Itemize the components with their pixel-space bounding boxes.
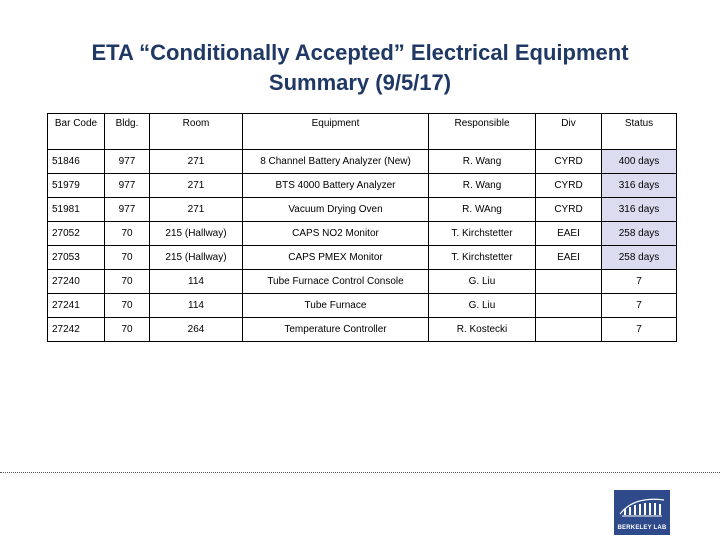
cell-responsible: G. Liu [429, 270, 536, 294]
cell-status: 316 days [602, 198, 677, 222]
cell-div: CYRD [536, 150, 602, 174]
cell-equipment: Vacuum Drying Oven [243, 198, 429, 222]
cell-room: 114 [150, 294, 243, 318]
cell-room: 114 [150, 270, 243, 294]
cell-div [536, 318, 602, 342]
cell-equipment: Tube Furnace Control Console [243, 270, 429, 294]
cell-status: 258 days [602, 246, 677, 270]
cell-bldg: 977 [105, 150, 150, 174]
header-status: Status [602, 114, 677, 150]
cell-responsible: T. Kirchstetter [429, 246, 536, 270]
cell-bar-code: 27240 [48, 270, 105, 294]
cell-status: 7 [602, 270, 677, 294]
cell-responsible: T. Kirchstetter [429, 222, 536, 246]
cell-status: 7 [602, 294, 677, 318]
header-bldg: Bldg. [105, 114, 150, 150]
page-title-line-1: ETA “Conditionally Accepted” Electrical Equipment [91, 40, 629, 65]
berkeley-lab-logo-icon [614, 490, 670, 524]
cell-equipment: 8 Channel Battery Analyzer (New) [243, 150, 429, 174]
cell-room: 215 (Hallway) [150, 222, 243, 246]
cell-bldg: 977 [105, 198, 150, 222]
cell-div [536, 270, 602, 294]
header-bar-code: Bar Code [48, 114, 105, 150]
cell-status: 316 days [602, 174, 677, 198]
cell-equipment: CAPS PMEX Monitor [243, 246, 429, 270]
cell-equipment: Temperature Controller [243, 318, 429, 342]
berkeley-lab-logo [614, 490, 670, 535]
cell-status: 7 [602, 318, 677, 342]
cell-bldg: 70 [105, 318, 150, 342]
cell-responsible: R. Kostecki [429, 318, 536, 342]
cell-equipment: Tube Furnace [243, 294, 429, 318]
cell-room: 271 [150, 174, 243, 198]
cell-bar-code: 27242 [48, 318, 105, 342]
cell-div: EAEI [536, 222, 602, 246]
header-equipment: Equipment [243, 114, 429, 150]
page-title-line-2: Summary (9/5/17) [268, 70, 452, 95]
cell-bar-code: 51846 [48, 150, 105, 174]
cell-bldg: 70 [105, 222, 150, 246]
cell-bar-code: 27052 [48, 222, 105, 246]
cell-bar-code: 27053 [48, 246, 105, 270]
table-header-row [48, 114, 677, 150]
cell-equipment: BTS 4000 Battery Analyzer [243, 174, 429, 198]
header-room: Room [150, 114, 243, 150]
cell-room: 271 [150, 150, 243, 174]
cell-responsible: R. Wang [429, 174, 536, 198]
header-responsible: Responsible [429, 114, 536, 150]
equipment-summary-table [47, 113, 677, 342]
cell-bldg: 70 [105, 270, 150, 294]
cell-responsible: G. Liu [429, 294, 536, 318]
table-row [48, 294, 677, 318]
cell-status: 400 days [602, 150, 677, 174]
logo-text: BERKELEY LAB [617, 525, 667, 531]
cell-bar-code: 51981 [48, 198, 105, 222]
page-title [40, 38, 680, 98]
cell-bldg: 70 [105, 294, 150, 318]
header-div: Div [536, 114, 602, 150]
cell-room: 264 [150, 318, 243, 342]
table-row [48, 150, 677, 174]
table-row [48, 318, 677, 342]
cell-div: EAEI [536, 246, 602, 270]
table-row [48, 222, 677, 246]
cell-status: 258 days [602, 222, 677, 246]
cell-bar-code: 51979 [48, 174, 105, 198]
cell-div: CYRD [536, 198, 602, 222]
cell-responsible: R. WAng [429, 198, 536, 222]
cell-bldg: 977 [105, 174, 150, 198]
cell-div [536, 294, 602, 318]
table-row [48, 270, 677, 294]
table-row [48, 246, 677, 270]
footer-divider [0, 472, 720, 473]
table-row [48, 174, 677, 198]
cell-bldg: 70 [105, 246, 150, 270]
cell-bar-code: 27241 [48, 294, 105, 318]
cell-responsible: R. Wang [429, 150, 536, 174]
cell-div: CYRD [536, 174, 602, 198]
table-row [48, 198, 677, 222]
cell-room: 271 [150, 198, 243, 222]
cell-equipment: CAPS NO2 Monitor [243, 222, 429, 246]
cell-room: 215 (Hallway) [150, 246, 243, 270]
